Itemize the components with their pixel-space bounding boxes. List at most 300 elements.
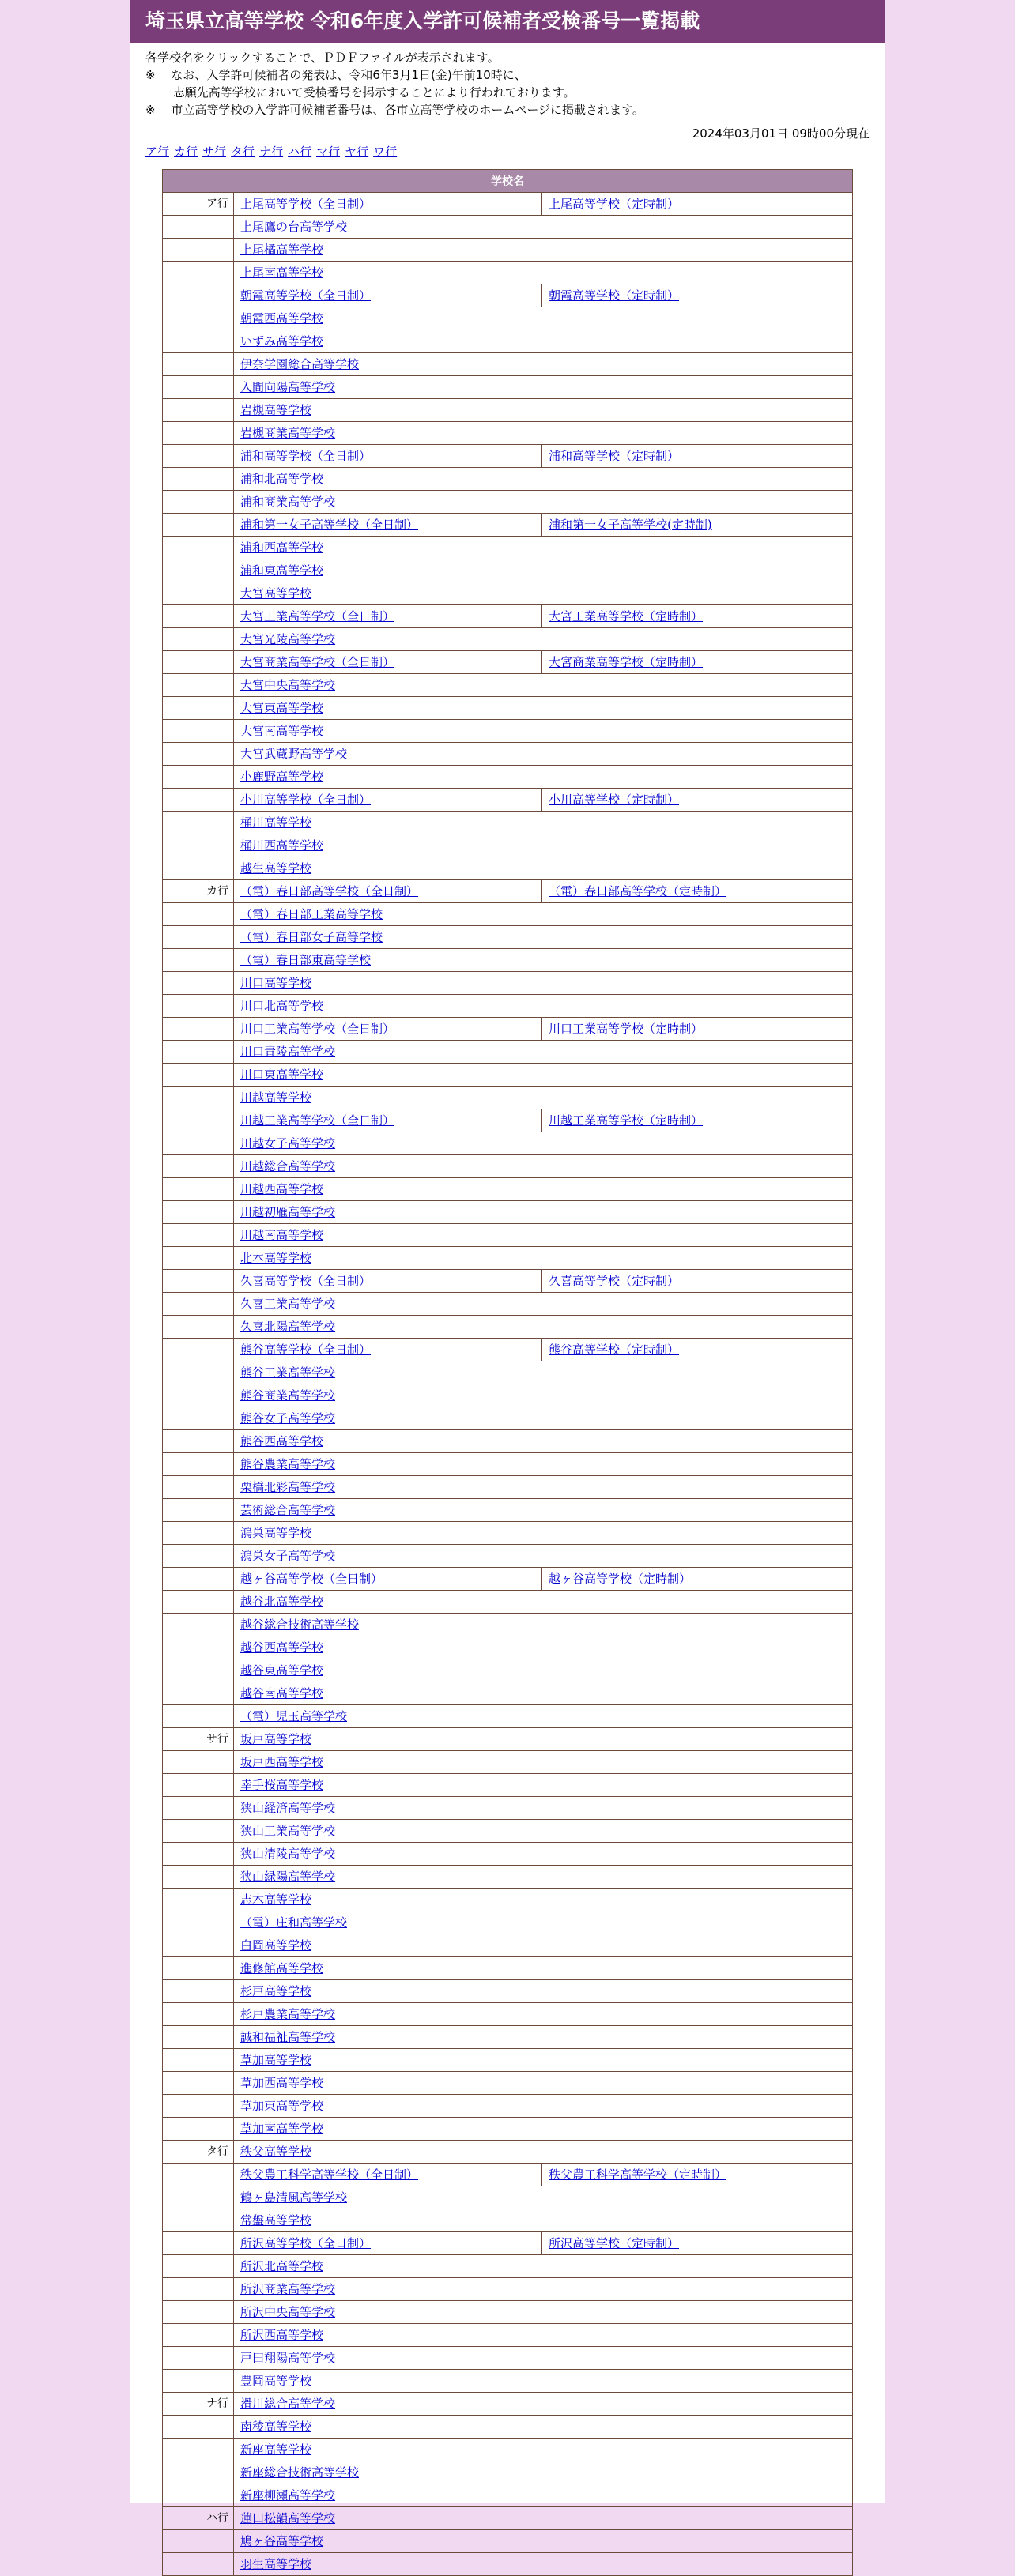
school-cell: [233, 972, 853, 994]
school-cell-part-time: [541, 284, 853, 307]
school-link[interactable]: 新座総合技術高等学校: [240, 2465, 360, 2480]
kana-group-label: [162, 1316, 233, 1338]
kana-group-label: [162, 2095, 233, 2117]
kana-group-label: [162, 1934, 233, 1956]
kana-group-label: [162, 812, 233, 834]
table-row: [162, 1820, 853, 1843]
table-row: [162, 834, 853, 857]
school-link[interactable]: 川口青陵高等学校: [240, 1045, 336, 1059]
kana-group-label: [162, 857, 233, 879]
school-link[interactable]: 越谷西高等学校: [240, 1640, 324, 1655]
kana-group-label: [162, 537, 233, 559]
table-row: [162, 262, 853, 284]
school-link[interactable]: 狭山工業高等学校: [240, 1824, 336, 1838]
table-row: [162, 1109, 853, 1132]
school-link[interactable]: 川口北高等学校: [240, 999, 324, 1013]
school-cell: [233, 2186, 853, 2209]
school-link[interactable]: 草加高等学校: [240, 2053, 312, 2067]
school-link[interactable]: 川越南高等学校: [240, 1228, 324, 1242]
school-cell: [233, 2416, 853, 2438]
school-cell: [233, 2530, 853, 2552]
kana-group-label: [162, 1774, 233, 1796]
school-link[interactable]: 熊谷西高等学校: [240, 1434, 324, 1448]
note-line: 志願先高等学校において受検番号を掲示することにより行われております。: [145, 85, 575, 100]
school-link[interactable]: 杉戸高等学校: [240, 1984, 312, 1998]
school-cell-part-time: [541, 789, 853, 811]
table-row: [162, 1361, 853, 1384]
school-link[interactable]: 杉戸農業高等学校: [240, 2007, 336, 2021]
table-row: [162, 2439, 853, 2461]
school-link-part-time[interactable]: 久喜高等学校（定時制）: [549, 1274, 680, 1288]
table-row: [162, 537, 853, 559]
kana-group-label: [162, 2553, 233, 2575]
table-row: [162, 216, 853, 239]
school-link[interactable]: 秩父農工科学高等学校（全日制）: [240, 2167, 419, 2182]
school-cell-part-time: [541, 2164, 853, 2186]
school-link[interactable]: 川越総合高等学校: [240, 1159, 336, 1173]
school-link[interactable]: 越ヶ谷高等学校（全日制）: [240, 1572, 383, 1586]
kana-group-label: [162, 1247, 233, 1269]
school-cell: [233, 2255, 853, 2277]
school-link[interactable]: 大宮光陵高等学校: [240, 632, 336, 646]
kana-group-label: [162, 1064, 233, 1086]
school-cell: [233, 2507, 853, 2529]
school-link[interactable]: 川越女子高等学校: [240, 1136, 336, 1151]
kana-group-label: [162, 1041, 233, 1063]
school-link[interactable]: 上尾鷹の台高等学校: [240, 220, 348, 234]
school-link[interactable]: 新座高等学校: [240, 2442, 312, 2457]
note-line: ※ 市立高等学校の入学許可候補者番号は、各市立高等学校のホームページに掲載されます。: [145, 103, 644, 117]
school-link[interactable]: 熊谷商業高等学校: [240, 1388, 336, 1403]
school-link[interactable]: 草加南高等学校: [240, 2122, 324, 2136]
table-row: [162, 949, 853, 972]
school-link[interactable]: 蓮田松韻高等学校: [240, 2511, 336, 2525]
notes: [145, 49, 870, 119]
school-cell: [233, 720, 853, 742]
table-row: [162, 1682, 853, 1705]
table-row: [162, 2072, 853, 2095]
school-link-part-time[interactable]: 越ヶ谷高等学校（定時制）: [549, 1572, 692, 1586]
school-cell: [233, 376, 853, 398]
school-link[interactable]: 羽生高等学校: [240, 2557, 312, 2571]
kana-group-label: サ行: [162, 1728, 233, 1750]
kana-group-label: [162, 995, 233, 1017]
kana-index-nav: [145, 143, 402, 160]
kana-group-label: [162, 2255, 233, 2277]
table-row: [162, 1339, 853, 1361]
kana-group-label: [162, 1705, 233, 1727]
table-row: [162, 1911, 853, 1934]
kana-group-label: [162, 605, 233, 627]
school-link[interactable]: 幸手桜高等学校: [240, 1778, 324, 1792]
school-link[interactable]: 浦和西高等学校: [240, 540, 324, 555]
school-cell: [233, 1820, 853, 1842]
school-cell-part-time: [541, 1339, 853, 1361]
note-line: 各学校名をクリックすることで、ＰＤＦファイルが表示されます。: [145, 51, 500, 65]
school-link[interactable]: 熊谷高等学校（全日制）: [240, 1343, 372, 1357]
school-link-part-time[interactable]: 秩父農工科学高等学校（定時制）: [549, 2167, 727, 2182]
table-row: [162, 2530, 853, 2553]
school-cell: [233, 2324, 853, 2346]
table-row: [162, 720, 853, 743]
school-cell: [233, 1591, 853, 1613]
table-row: [162, 1247, 853, 1270]
school-link[interactable]: 大宮中央高等学校: [240, 678, 336, 692]
kana-group-label: [162, 1522, 233, 1544]
school-cell: [233, 1247, 853, 1269]
school-link[interactable]: 大宮商業高等学校（全日制）: [240, 655, 395, 669]
school-link[interactable]: 上尾橘高等学校: [240, 243, 324, 257]
school-cell: [233, 582, 853, 604]
school-cell: [233, 2164, 541, 2186]
school-link[interactable]: 狭山清陵高等学校: [240, 1847, 336, 1861]
school-link[interactable]: 桶川西高等学校: [240, 838, 324, 853]
school-link[interactable]: 新座柳瀬高等学校: [240, 2488, 336, 2503]
kana-group-label: [162, 1087, 233, 1109]
table-row: [162, 2118, 853, 2141]
school-link[interactable]: 川越初雁高等学校: [240, 1205, 336, 1219]
kana-group-label: [162, 2164, 233, 2186]
table-row: [162, 1568, 853, 1591]
kana-group-label: [162, 720, 233, 742]
school-link[interactable]: 川越高等学校: [240, 1090, 312, 1105]
kana-group-label: [162, 2301, 233, 2323]
school-link[interactable]: 所沢中央高等学校: [240, 2305, 336, 2319]
school-link[interactable]: 草加西高等学校: [240, 2076, 324, 2090]
kana-group-label: [162, 491, 233, 513]
school-link[interactable]: （電）庄和高等学校: [240, 1915, 348, 1930]
table-row: [162, 1705, 853, 1728]
school-cell: [233, 995, 853, 1017]
school-link-part-time[interactable]: 大宮商業高等学校（定時制）: [549, 655, 704, 669]
school-cell: [233, 1889, 853, 1911]
school-link[interactable]: （電）春日部東高等学校: [240, 953, 372, 967]
school-link[interactable]: 滑川総合高等学校: [240, 2397, 336, 2411]
school-link[interactable]: 北本高等学校: [240, 1251, 312, 1265]
nav-ta-gyo[interactable]: タ行: [231, 145, 255, 159]
school-cell: [233, 262, 853, 284]
school-cell: [233, 1109, 541, 1132]
school-link[interactable]: （電）春日部高等学校（全日制）: [240, 884, 419, 898]
kana-group-label: [162, 1545, 233, 1567]
kana-group-label: [162, 2072, 233, 2094]
school-link[interactable]: 伊奈学園総合高等学校: [240, 357, 360, 371]
table-row: [162, 2095, 853, 2118]
table-row: [162, 2255, 853, 2278]
table-row: [162, 1132, 853, 1155]
school-link[interactable]: 豊岡高等学校: [240, 2374, 312, 2388]
kana-group-label: [162, 903, 233, 925]
school-link[interactable]: 大宮高等学校: [240, 586, 312, 601]
school-link[interactable]: 浦和北高等学校: [240, 472, 324, 486]
kana-group-label: [162, 628, 233, 650]
table-row: [162, 2026, 853, 2049]
table-row: [162, 995, 853, 1018]
kana-group-label: [162, 2003, 233, 2025]
kana-group-label: ハ行: [162, 2507, 233, 2529]
page-title: 埼玉県立高等学校 令和6年度入学許可候補者受検番号一覧掲載: [130, 0, 885, 43]
school-link[interactable]: 熊谷農業高等学校: [240, 1457, 336, 1471]
school-link[interactable]: 鴻巣高等学校: [240, 1526, 312, 1540]
table-row: [162, 1155, 853, 1178]
school-link[interactable]: 大宮工業高等学校（全日制）: [240, 609, 395, 623]
school-link[interactable]: 常盤高等学校: [240, 2213, 312, 2228]
table-row: [162, 1407, 853, 1430]
table-row: [162, 2301, 853, 2324]
kana-group-label: [162, 1591, 233, 1613]
kana-group-label: [162, 468, 233, 490]
table-row: [162, 1866, 853, 1889]
table-row: [162, 1659, 853, 1682]
kana-group-label: [162, 2026, 233, 2048]
kana-group-label: [162, 1293, 233, 1315]
nav-ya-gyo[interactable]: ヤ行: [345, 145, 369, 159]
table-row: [162, 926, 853, 949]
school-cell-part-time: [541, 605, 853, 627]
school-link[interactable]: 所沢高等学校（全日制）: [240, 2236, 372, 2250]
school-link[interactable]: 所沢商業高等学校: [240, 2282, 336, 2296]
school-link[interactable]: 浦和第一女子高等学校（全日制）: [240, 518, 419, 532]
school-link-part-time[interactable]: 川口工業高等学校（定時制）: [549, 1022, 704, 1036]
school-link[interactable]: 鳩ヶ谷高等学校: [240, 2534, 324, 2548]
school-link[interactable]: 浦和東高等学校: [240, 563, 324, 578]
school-cell: [233, 1476, 853, 1498]
kana-group-label: [162, 1178, 233, 1200]
school-link[interactable]: 大宮南高等学校: [240, 724, 324, 738]
kana-group-label: [162, 1270, 233, 1292]
table-row: [162, 1751, 853, 1774]
table-row: [162, 422, 853, 445]
nav-wa-gyo[interactable]: ワ行: [373, 145, 398, 159]
table-row: [162, 514, 853, 537]
school-link[interactable]: 入間向陽高等学校: [240, 380, 336, 394]
kana-group-label: ア行: [162, 193, 233, 215]
school-link-part-time[interactable]: （電）春日部高等学校（定時制）: [549, 884, 727, 898]
table-row: [162, 1064, 853, 1087]
school-cell: [233, 1797, 853, 1819]
school-link[interactable]: 栗橋北彩高等学校: [240, 1480, 336, 1494]
school-cell: [233, 903, 853, 925]
school-cell: [233, 216, 853, 238]
kana-group-label: [162, 1499, 233, 1521]
table-row: [162, 766, 853, 789]
table-row: [162, 1980, 853, 2003]
table-row: [162, 1270, 853, 1293]
school-link[interactable]: 久喜北陽高等学校: [240, 1320, 336, 1334]
table-row: [162, 743, 853, 766]
school-cell: [233, 812, 853, 834]
school-cell: [233, 353, 853, 375]
kana-group-label: [162, 1682, 233, 1704]
school-link[interactable]: （電）児玉高等学校: [240, 1709, 348, 1723]
kana-group-label: [162, 2530, 233, 2552]
school-link[interactable]: 川口東高等学校: [240, 1068, 324, 1082]
kana-group-label: [162, 1797, 233, 1819]
table-row: [162, 2209, 853, 2232]
table-row: [162, 399, 853, 422]
school-link[interactable]: 小川高等学校（全日制）: [240, 793, 372, 807]
kana-group-label: [162, 1453, 233, 1475]
school-link[interactable]: 狭山緑陽高等学校: [240, 1870, 336, 1884]
school-cell: [233, 1018, 541, 1040]
table-row: [162, 1774, 853, 1797]
kana-group-label: [162, 1224, 233, 1246]
school-cell: [233, 399, 853, 421]
school-link[interactable]: 大宮東高等学校: [240, 701, 324, 715]
school-cell: [233, 766, 853, 788]
table-row: [162, 239, 853, 262]
school-link[interactable]: （電）春日部女子高等学校: [240, 930, 383, 944]
school-cell: [233, 2026, 853, 2048]
school-cell: [233, 1407, 853, 1429]
school-cell: [233, 193, 541, 215]
page: [130, 0, 885, 2571]
school-link[interactable]: 所沢北高等学校: [240, 2259, 324, 2273]
nav-ka-gyo[interactable]: カ行: [174, 145, 198, 159]
school-link[interactable]: 大宮武蔵野高等学校: [240, 747, 348, 761]
school-link[interactable]: 岩槻商業高等学校: [240, 426, 336, 440]
kana-group-label: [162, 2324, 233, 2346]
kana-group-label: [162, 376, 233, 398]
kana-group-label: [162, 1155, 233, 1177]
nav-na-gyo[interactable]: ナ行: [259, 145, 284, 159]
kana-group-label: [162, 1201, 233, 1223]
table-row: [162, 651, 853, 674]
school-link[interactable]: 浦和高等学校（全日制）: [240, 449, 372, 463]
kana-group-label: [162, 1614, 233, 1636]
table-row: [162, 2324, 853, 2347]
school-link[interactable]: 草加東高等学校: [240, 2099, 324, 2113]
school-link-part-time[interactable]: 熊谷高等学校（定時制）: [549, 1343, 680, 1357]
table-row: [162, 1934, 853, 1957]
school-link[interactable]: 進修館高等学校: [240, 1961, 324, 1975]
table-row: [162, 1293, 853, 1316]
table-row: [162, 376, 853, 399]
table-row: [162, 789, 853, 812]
table-row: [162, 2507, 853, 2530]
school-cell: [233, 2278, 853, 2300]
school-cell: [233, 2393, 853, 2415]
table-row: [162, 628, 853, 651]
school-link[interactable]: 越生高等学校: [240, 861, 312, 876]
school-link[interactable]: 鶴ヶ島清風高等学校: [240, 2190, 348, 2205]
school-link[interactable]: 久喜工業高等学校: [240, 1297, 336, 1311]
school-cell: [233, 1774, 853, 1796]
school-link[interactable]: 川越工業高等学校（全日制）: [240, 1113, 395, 1128]
school-link[interactable]: 浦和商業高等学校: [240, 495, 336, 509]
school-link[interactable]: 鴻巣女子高等学校: [240, 1549, 336, 1563]
kana-group-label: [162, 239, 233, 261]
school-link[interactable]: 戸田翔陽高等学校: [240, 2351, 336, 2365]
kana-group-label: [162, 926, 233, 948]
school-link[interactable]: 久喜高等学校（全日制）: [240, 1274, 372, 1288]
kana-group-label: [162, 514, 233, 536]
school-cell: [233, 1293, 853, 1315]
school-link-part-time[interactable]: 浦和第一女子高等学校(定時制): [549, 518, 712, 532]
school-cell: [233, 1705, 853, 1727]
kana-group-label: [162, 743, 233, 765]
school-link[interactable]: 誠和福祉高等学校: [240, 2030, 336, 2044]
school-link[interactable]: 狭山経済高等学校: [240, 1801, 336, 1815]
school-link[interactable]: 秩父高等学校: [240, 2145, 312, 2159]
school-cell: [233, 514, 541, 536]
kana-group-label: [162, 2347, 233, 2369]
school-link[interactable]: 桶川高等学校: [240, 815, 312, 830]
school-link-part-time[interactable]: 朝霞高等学校（定時制）: [549, 288, 680, 303]
school-link[interactable]: 越谷総合技術高等学校: [240, 1618, 360, 1632]
school-link[interactable]: 所沢西高等学校: [240, 2328, 324, 2342]
school-link[interactable]: 上尾南高等学校: [240, 266, 324, 280]
school-link[interactable]: 白岡高等学校: [240, 1938, 312, 1953]
table-row: [162, 1591, 853, 1614]
table-row: [162, 1453, 853, 1476]
table-row: [162, 674, 853, 697]
school-link[interactable]: 越谷北高等学校: [240, 1595, 324, 1609]
school-link[interactable]: 志木高等学校: [240, 1892, 312, 1907]
school-cell: [233, 559, 853, 582]
school-link[interactable]: 小鹿野高等学校: [240, 770, 324, 784]
nav-ha-gyo[interactable]: ハ行: [288, 145, 312, 159]
school-cell: [233, 605, 541, 627]
school-link[interactable]: いずみ高等学校: [240, 334, 324, 348]
school-link-part-time[interactable]: 川越工業高等学校（定時制）: [549, 1113, 704, 1128]
table-row: [162, 1545, 853, 1568]
nav-a-gyo[interactable]: ア行: [145, 145, 170, 159]
table-row: [162, 559, 853, 582]
school-link[interactable]: 川越西高等学校: [240, 1182, 324, 1196]
school-cell: [233, 2003, 853, 2025]
school-link[interactable]: 越谷東高等学校: [240, 1663, 324, 1678]
kana-group-label: [162, 1132, 233, 1154]
table-row: [162, 2416, 853, 2439]
school-link[interactable]: 熊谷女子高等学校: [240, 1411, 336, 1425]
school-link[interactable]: 坂戸高等学校: [240, 1732, 312, 1746]
school-link[interactable]: 上尾高等学校（全日制）: [240, 197, 372, 211]
school-link[interactable]: 川口工業高等学校（全日制）: [240, 1022, 395, 1036]
school-link[interactable]: 南稜高等学校: [240, 2420, 312, 2434]
kana-group-label: [162, 2370, 233, 2392]
table-row: [162, 491, 853, 514]
school-link[interactable]: 越谷南高等学校: [240, 1686, 324, 1700]
school-link-part-time[interactable]: 浦和高等学校（定時制）: [549, 449, 680, 463]
school-link[interactable]: 岩槻高等学校: [240, 403, 312, 417]
school-link-part-time[interactable]: 大宮工業高等学校（定時制）: [549, 609, 704, 623]
school-cell-part-time: [541, 2232, 853, 2254]
school-link-part-time[interactable]: 所沢高等学校（定時制）: [549, 2236, 680, 2250]
table-row: [162, 812, 853, 834]
school-link[interactable]: 芸術総合高等学校: [240, 1503, 336, 1517]
kana-group-label: ナ行: [162, 2393, 233, 2415]
kana-group-label: [162, 1866, 233, 1888]
school-link-part-time[interactable]: 小川高等学校（定時制）: [549, 793, 680, 807]
school-cell: [233, 330, 853, 352]
school-cell: [233, 1957, 853, 1979]
kana-group-label: [162, 1636, 233, 1659]
nav-sa-gyo[interactable]: サ行: [202, 145, 227, 159]
nav-ma-gyo[interactable]: マ行: [316, 145, 341, 159]
table-row: [162, 2141, 853, 2164]
school-cell-part-time: [541, 1568, 853, 1590]
school-link[interactable]: 坂戸西高等学校: [240, 1755, 324, 1769]
table-row: [162, 1384, 853, 1407]
school-link[interactable]: 熊谷工業高等学校: [240, 1365, 336, 1380]
school-link-part-time[interactable]: 上尾高等学校（定時制）: [549, 197, 680, 211]
school-link[interactable]: 川口高等学校: [240, 976, 312, 990]
kana-group-label: タ行: [162, 2141, 233, 2163]
school-link[interactable]: 朝霞高等学校（全日制）: [240, 288, 372, 303]
school-link[interactable]: 朝霞西高等学校: [240, 311, 324, 326]
school-link[interactable]: （電）春日部工業高等学校: [240, 907, 383, 921]
